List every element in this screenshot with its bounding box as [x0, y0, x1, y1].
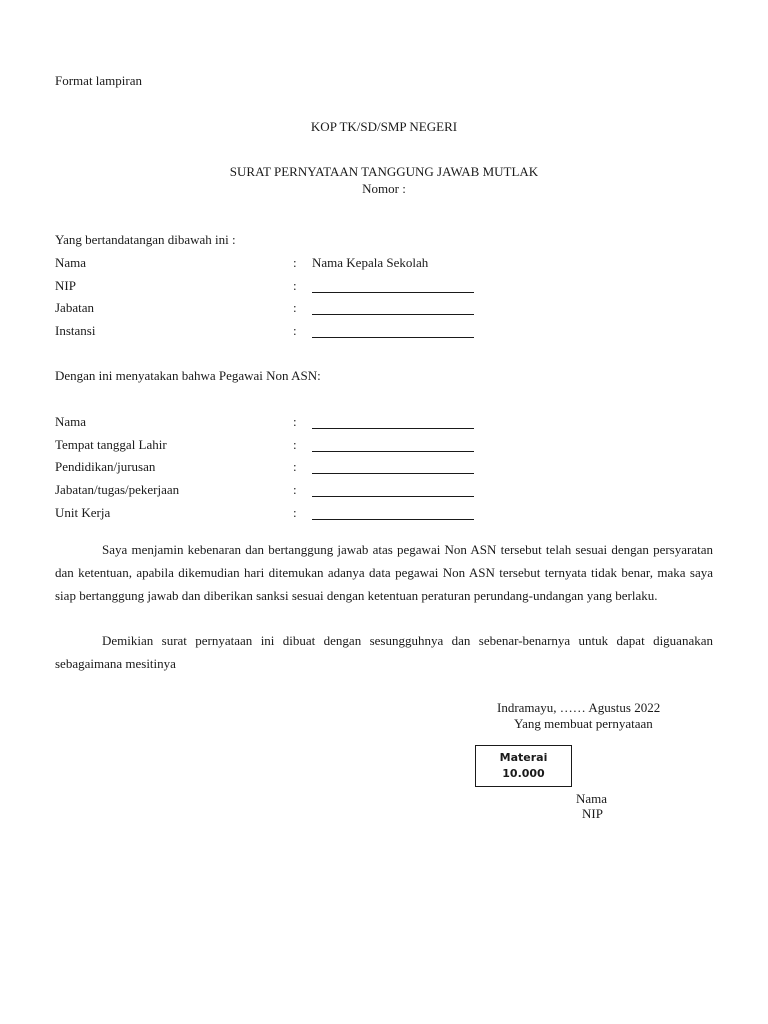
signer-nip: NIP: [582, 806, 603, 821]
signer-institution-row: [55, 323, 485, 341]
field-label: Nama: [55, 255, 87, 270]
guarantee-paragraph: Saya menjamin kebenaran dan bertanggung jawab atas pegawai Non ASN tersebut telah sesuai dengan persyaratan dan ketentuan, apabila dikemudian hari ditemukan adanya data pegawai Non ASN tersebut ternyata tidak benar, maka saya siap bertanggung jawab dan diberikan sanksi sesuai dengan ketentuan peraturan perundang-undangan yang berlaku.: [55, 542, 713, 603]
document-number: Nomor :: [362, 181, 406, 196]
document-title: SURAT PERNYATAAN TANGGUNG JAWAB MUTLAK: [229, 164, 539, 179]
signer-position-row: [55, 300, 485, 318]
closing-paragraph: Demikian surat pernyataan ini dibuat dengan sesungguhnya dan sebenar-benarnya untuk dapat diguanakan sebagaimana mesitinya: [55, 633, 713, 671]
letterhead: KOP TK/SD/SMP NEGERI: [310, 119, 458, 134]
fill-in-line: [312, 323, 474, 338]
signer-nip-row: [55, 278, 485, 296]
stamp-label: Materai: [499, 751, 548, 764]
field-value: Nama Kepala Sekolah: [312, 255, 429, 270]
employee-intro: Dengan ini menyatakan bahwa Pegawai Non ASN:: [55, 368, 321, 383]
field-colon: :: [293, 414, 297, 429]
employee-name-row: [55, 414, 485, 432]
fill-in-line: [312, 278, 474, 293]
employee-job-row: [55, 482, 485, 500]
field-colon: :: [293, 482, 297, 497]
employee-education-row: [55, 459, 485, 477]
fill-in-line: [312, 414, 474, 429]
field-label: Instansi: [55, 323, 96, 338]
employee-unit-row: [55, 505, 485, 523]
field-colon: :: [293, 323, 297, 338]
field-colon: :: [293, 505, 297, 520]
field-colon: :: [293, 459, 297, 474]
signer-name: Nama: [576, 791, 608, 806]
field-label: Nama: [55, 414, 87, 429]
place-date: Indramayu, …… Agustus 2022: [497, 700, 661, 715]
signer-name-row: [55, 255, 485, 273]
fill-in-line: [312, 300, 474, 315]
fill-in-line: [312, 459, 474, 474]
field-colon: :: [293, 255, 297, 270]
field-colon: :: [293, 278, 297, 293]
field-label: NIP: [55, 278, 76, 293]
attachment-caption: Format lampiran: [55, 73, 143, 88]
field-label: Tempat tanggal Lahir: [55, 437, 167, 452]
field-label: Pendidikan/jurusan: [55, 459, 156, 474]
field-colon: :: [293, 437, 297, 452]
employee-birth-row: [55, 437, 485, 455]
field-colon: :: [293, 300, 297, 315]
fill-in-line: [312, 505, 474, 520]
signer-intro: Yang bertandatangan dibawah ini :: [55, 232, 236, 247]
fill-in-line: [312, 482, 474, 497]
signer-role: Yang membuat pernyataan: [514, 716, 653, 731]
field-label: Unit Kerja: [55, 505, 111, 520]
field-label: Jabatan: [55, 300, 94, 315]
fill-in-line: [312, 437, 474, 452]
stamp-value: 10.000: [502, 767, 545, 780]
field-label: Jabatan/tugas/pekerjaan: [55, 482, 180, 497]
duty-stamp-box: [475, 745, 572, 787]
